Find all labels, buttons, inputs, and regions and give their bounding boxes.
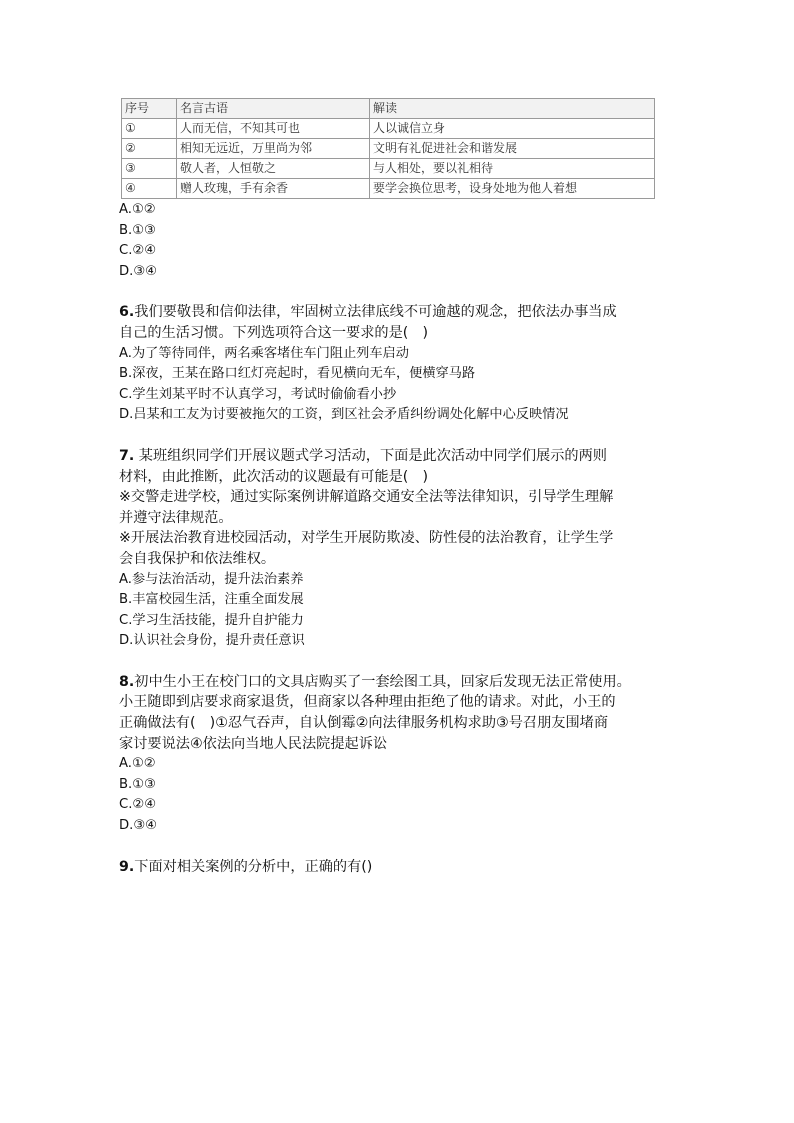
option-a: A.①②	[119, 202, 156, 217]
option-a: A.为了等待同伴，两名乘客堵住车门阻止列车启动	[119, 345, 409, 361]
option-c: C.学习生活技能，提升自护能力	[119, 612, 304, 628]
question-stem: 家讨要说法④依法向当地人民法院提起诉讼	[119, 735, 388, 752]
option-b: B.①③	[119, 776, 156, 792]
table-cell: 赠人玫瑰，手有余香	[177, 179, 370, 199]
material-text: ※交警走进学校，通过实际案例讲解道路交通安全法等法律知识，引导学生理解	[119, 489, 614, 506]
question-stem: 7. 某班组织同学们开展议题式学习活动，下面是此次活动中同学们展示的两则	[119, 447, 607, 464]
question-number: 7.	[119, 447, 135, 464]
q5-options	[119, 200, 689, 282]
table-cell: 要学会换位思考，设身处地为他人着想	[370, 179, 655, 199]
question-stem: 材料，由此推断，此次活动的议题最有可能是( )	[119, 468, 429, 485]
option-c: C.学生刘某平时不认真学习，考试时偷偷看小抄	[119, 386, 397, 402]
option-b: B.深夜，王某在路口红灯亮起时，看见横向无车，便横穿马路	[119, 366, 476, 382]
option-d: D.③④	[119, 818, 157, 834]
table-cell: ①	[122, 119, 177, 139]
material-text: ※开展法治教育进校园活动，对学生开展防欺凌、防性侵的法治教育，让学生学	[119, 530, 614, 547]
question-number: 6.	[119, 304, 135, 321]
option-a: A.①②	[119, 756, 156, 772]
table-cell: ②	[122, 139, 177, 159]
material-text: 会自我保护和依法维权。	[119, 550, 276, 567]
table-row	[122, 179, 655, 199]
question-stem: 8.初中生小王在校门口的文具店购买了一套绘图工具，回家后发现无法正常使用。	[119, 673, 631, 690]
option-d: D.认识社会身份，提升责任意识	[119, 633, 305, 649]
table-cell: 敬人者，人恒敬之	[177, 159, 370, 179]
question-stem: 小王随即到店要求商家退货，但商家以各种理由拒绝了他的请求。对此，小王的	[119, 694, 616, 711]
table-cell: 相知无远近，万里尚为邻	[177, 139, 370, 159]
question-number: 9.	[119, 858, 135, 875]
table-header-cell: 名言古语	[177, 99, 370, 119]
table-cell: 人以诚信立身	[370, 119, 655, 139]
material-text: 并遵守法律规范。	[119, 509, 233, 526]
table-header-cell: 序号	[122, 99, 177, 119]
quote-table	[121, 98, 655, 199]
question-stem: 自己的生活习惯。下列选项符合这一要求的是( )	[119, 324, 429, 341]
question-number: 8.	[119, 673, 135, 690]
table-row	[122, 119, 655, 139]
option-c: C.②④	[119, 243, 157, 259]
table-header-row	[122, 99, 655, 119]
option-d: D.③④	[119, 263, 157, 279]
table-cell: ④	[122, 179, 177, 199]
option-d: D.吕某和工友为讨要被拖欠的工资，到区社会矛盾纠纷调处化解中心反映情况	[119, 407, 569, 423]
table-row	[122, 139, 655, 159]
question-stem: 6.我们要敬畏和信仰法律，牢固树立法律底线不可逾越的观念，把依法办事当成	[119, 304, 617, 321]
question-content	[119, 200, 689, 877]
table-cell: 人而无信，不知其可也	[177, 119, 370, 139]
question-9	[119, 857, 689, 878]
option-a: A.参与法治活动，提升法治素养	[119, 571, 304, 587]
option-c: C.②④	[119, 797, 157, 813]
table-cell: 与人相处，要以礼相待	[370, 159, 655, 179]
table-header-cell: 解读	[370, 99, 655, 119]
option-b: B.丰富校园生活，注重全面发展	[119, 592, 304, 608]
table-row	[122, 159, 655, 179]
table-cell: ③	[122, 159, 177, 179]
question-8	[119, 672, 689, 837]
question-6	[119, 302, 689, 426]
table-cell: 文明有礼促进社会和谐发展	[370, 139, 655, 159]
option-b: B.①③	[119, 222, 156, 238]
question-stem: 9.下面对相关案例的分析中，正确的有()	[119, 858, 373, 875]
question-stem: 正确做法有( )①忍气吞声，自认倒霉②向法律服务机构求助③号召朋友围堵商	[119, 715, 609, 732]
question-7	[119, 446, 689, 652]
